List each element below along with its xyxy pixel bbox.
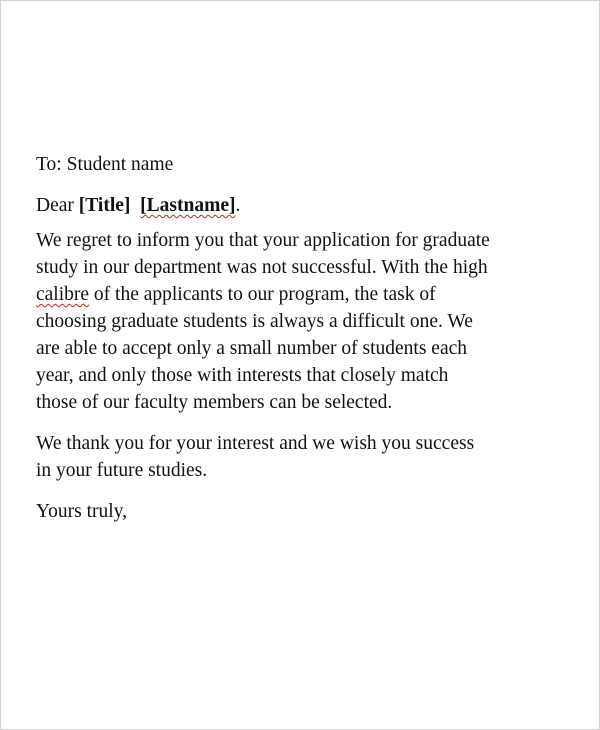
paragraph-line: We regret to inform you that your application for graduate (36, 230, 490, 251)
salutation-dear: Dear (36, 195, 74, 216)
paragraph-regret (36, 227, 576, 416)
paragraph-line: study in our department was not successful. With the high (36, 257, 488, 278)
paragraph-line: choosing graduate students is always a difficult one. We (36, 311, 473, 332)
paragraph-line: are able to accept only a small number of students each (36, 338, 467, 359)
spellcheck-word: calibre (36, 284, 90, 305)
paragraph-line-rest: of the applicants to our program, the task of (89, 284, 436, 305)
paragraph-line: year, and only those with interests that closely match (36, 365, 449, 386)
paragraph-thanks (36, 430, 576, 484)
title-placeholder: [Title] (78, 195, 131, 216)
paragraph-line: We thank you for your interest and we wish you success (36, 433, 475, 454)
recipient-line: To: Student name (36, 154, 174, 175)
letter-body (36, 151, 576, 525)
paragraph-line (36, 281, 576, 308)
salutation (36, 192, 576, 219)
lastname-placeholder: [Lastname] (140, 195, 236, 216)
paragraph-line: in your future studies. (36, 460, 208, 481)
closing: Yours truly, (36, 501, 128, 522)
salutation-punct: . (235, 195, 241, 216)
paragraph-line: those of our faculty members can be selected. (36, 392, 393, 413)
